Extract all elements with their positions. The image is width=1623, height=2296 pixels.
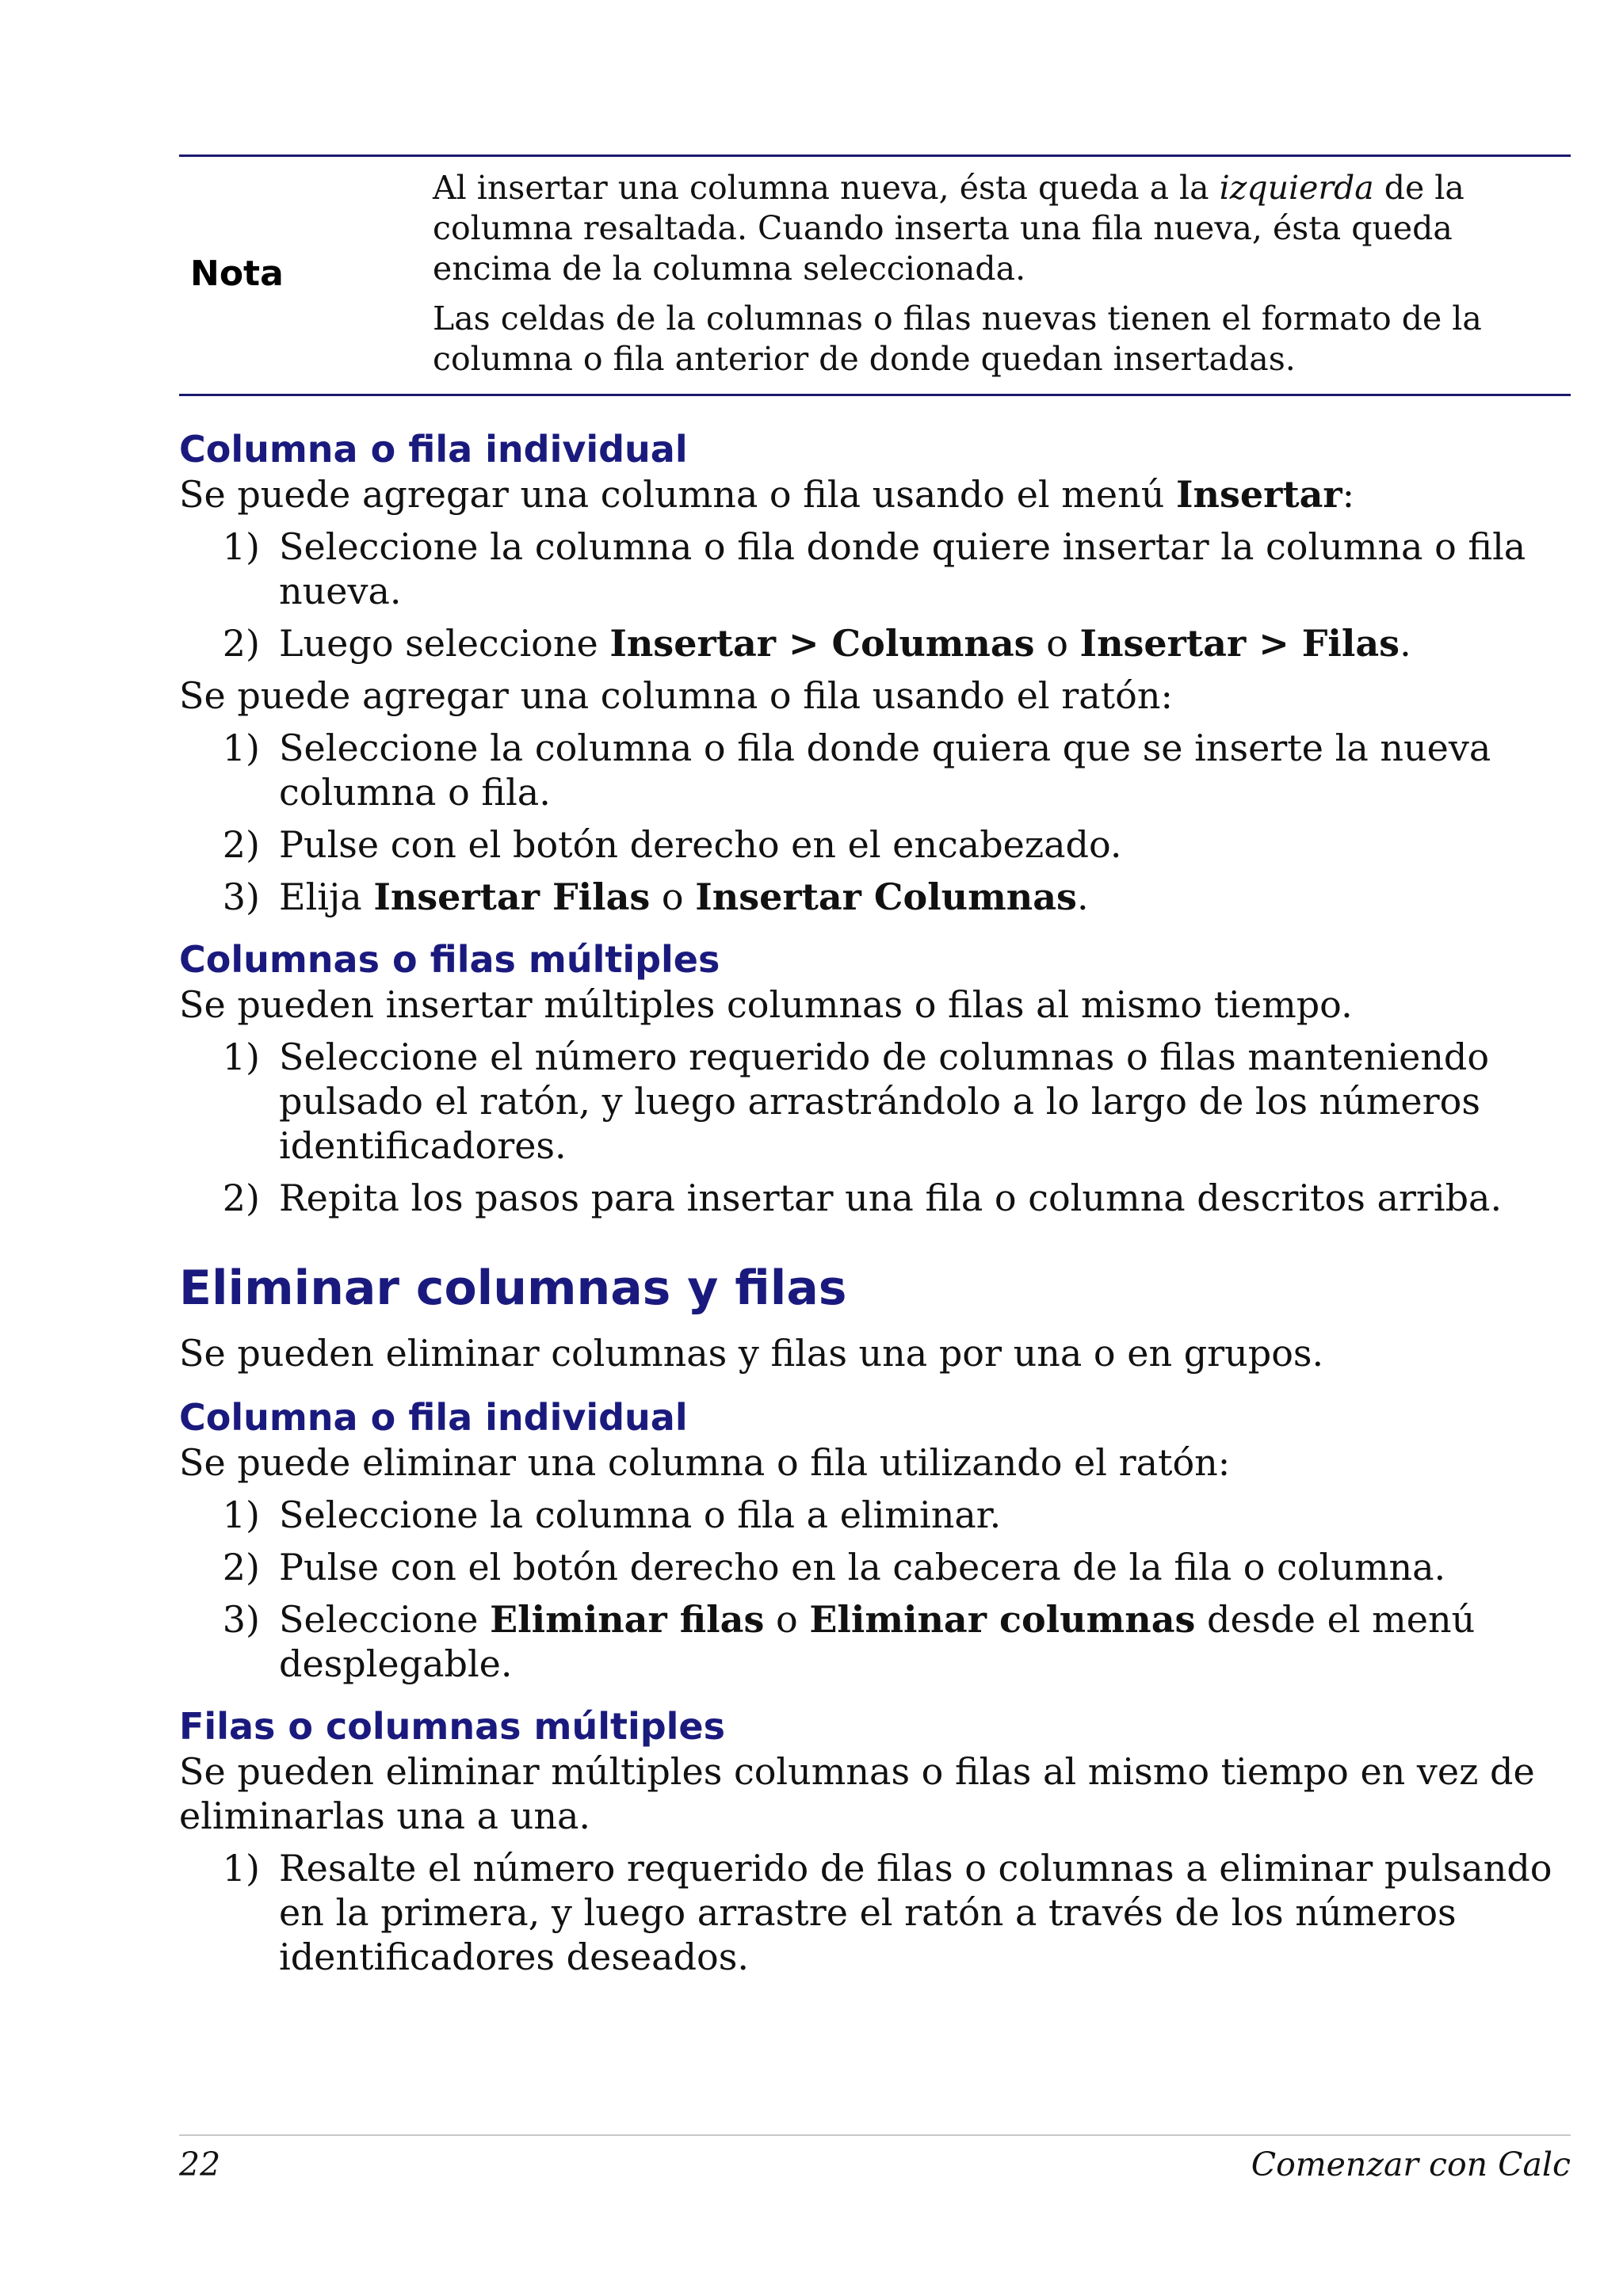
bold-text: Insertar > Filas bbox=[1079, 622, 1400, 665]
text: Elija bbox=[279, 875, 374, 918]
section-heading: Columnas o filas múltiples bbox=[179, 938, 720, 981]
page-number: 22 bbox=[179, 2145, 221, 2183]
list-text: Repita los pasos para insertar una fila o columna descritos arriba. bbox=[279, 1177, 1503, 1219]
section-heading: Filas o columnas múltiples bbox=[179, 1705, 725, 1748]
list-number: 3) bbox=[222, 1598, 260, 1641]
list-number: 1) bbox=[222, 525, 260, 568]
list-number: 1) bbox=[222, 1035, 260, 1078]
paragraph bbox=[179, 472, 1571, 517]
note-box bbox=[179, 154, 1571, 396]
paragraph: Se pueden insertar múltiples columnas o filas al mismo tiempo. bbox=[179, 983, 1353, 1026]
list-number: 2) bbox=[222, 1546, 260, 1589]
list-text: Seleccione el número requerido de columnas o filas manteniendo pulsado el ratón, y luego arrastrándolo a lo largo de los números identificadores. bbox=[279, 1035, 1490, 1167]
numbered-list bbox=[179, 1846, 1571, 1979]
note-text: Al insertar una columna nueva, ésta queda a la bbox=[433, 169, 1220, 207]
text: Seleccione bbox=[279, 1598, 491, 1641]
text: o bbox=[650, 875, 696, 918]
note-paragraph bbox=[433, 168, 1571, 289]
bold-text: Eliminar columnas bbox=[809, 1598, 1196, 1641]
list-item bbox=[179, 1545, 1571, 1589]
section-heading: Columna o fila individual bbox=[179, 1396, 688, 1439]
list-text bbox=[279, 1597, 1571, 1686]
text: : bbox=[1342, 473, 1355, 516]
list-item bbox=[179, 875, 1571, 919]
list-number: 2) bbox=[222, 622, 260, 665]
numbered-list bbox=[179, 1035, 1571, 1220]
page-footer bbox=[179, 2134, 1571, 2185]
text: . bbox=[1400, 622, 1411, 665]
paragraph: Se puede eliminar una columna o fila utilizando el ratón: bbox=[179, 1441, 1231, 1484]
numbered-list bbox=[179, 524, 1571, 666]
numbered-list bbox=[179, 1493, 1571, 1686]
list-item bbox=[179, 621, 1571, 666]
list-text: Seleccione la columna o fila donde quiera que se inserte la nueva columna o fila. bbox=[279, 727, 1491, 814]
chapter-heading: Eliminar columnas y filas bbox=[179, 1261, 847, 1316]
section-heading: Columna o fila individual bbox=[179, 428, 688, 471]
text: . bbox=[1076, 875, 1089, 918]
bold-text: Insertar Columnas bbox=[695, 875, 1077, 918]
list-item bbox=[179, 524, 1571, 613]
note-text: de la columna resaltada. Cuando inserta una fila nueva, ésta queda encima de la columna seleccionada. bbox=[433, 169, 1465, 288]
bold-text: Insertar > Columnas bbox=[609, 622, 1035, 665]
list-text: Pulse con el botón derecho en la cabecera de la fila o columna. bbox=[279, 1546, 1446, 1589]
paragraph: Se pueden eliminar múltiples columnas o filas al mismo tiempo en vez de eliminarlas una a una. bbox=[179, 1750, 1535, 1837]
text: o bbox=[1034, 622, 1080, 665]
list-item bbox=[179, 1597, 1571, 1686]
book-title: Comenzar con Calc bbox=[1251, 2145, 1571, 2183]
text: o bbox=[764, 1598, 810, 1641]
list-item bbox=[179, 1035, 1571, 1168]
note-paragraph: Las celdas de la columnas o filas nuevas tienen el formato de la columna o fila anterior de donde quedan insertadas. bbox=[433, 299, 1482, 378]
note-body bbox=[433, 168, 1571, 379]
numbered-list bbox=[179, 726, 1571, 919]
list-number: 1) bbox=[222, 1493, 260, 1536]
list-number: 1) bbox=[222, 727, 260, 769]
text: desde el menú desplegable. bbox=[279, 1598, 1476, 1685]
list-item bbox=[179, 1176, 1571, 1220]
note-emphasis: izquierda bbox=[1219, 169, 1374, 207]
list-item bbox=[179, 1493, 1571, 1537]
note-label: Nota bbox=[190, 254, 284, 294]
list-number: 1) bbox=[222, 1847, 260, 1890]
text: Luego seleccione bbox=[279, 622, 610, 665]
list-number: 2) bbox=[222, 823, 260, 866]
list-item bbox=[179, 1846, 1571, 1979]
list-item bbox=[179, 822, 1571, 867]
list-number: 3) bbox=[222, 875, 260, 918]
list-text: Resalte el número requerido de filas o columnas a eliminar pulsando en la primera, y luego arrastre el ratón a través de los números identificadores deseados. bbox=[279, 1847, 1552, 1978]
list-text: Pulse con el botón derecho en el encabezado. bbox=[279, 823, 1122, 866]
paragraph: Se pueden eliminar columnas y filas una por una o en grupos. bbox=[179, 1332, 1324, 1375]
page-content bbox=[179, 154, 1571, 1987]
list-text: Seleccione la columna o fila donde quiere insertar la columna o fila nueva. bbox=[279, 525, 1526, 612]
text: Se puede agregar una columna o fila usando el menú bbox=[179, 473, 1176, 516]
list-text bbox=[279, 621, 1571, 666]
paragraph: Se puede agregar una columna o fila usando el ratón: bbox=[179, 674, 1173, 717]
list-text: Seleccione la columna o fila a eliminar. bbox=[279, 1493, 1002, 1536]
bold-text: Insertar bbox=[1175, 473, 1342, 516]
list-item bbox=[179, 726, 1571, 814]
bold-text: Eliminar filas bbox=[490, 1598, 765, 1641]
list-number: 2) bbox=[222, 1177, 260, 1219]
list-text bbox=[279, 875, 1571, 919]
bold-text: Insertar Filas bbox=[373, 875, 651, 918]
